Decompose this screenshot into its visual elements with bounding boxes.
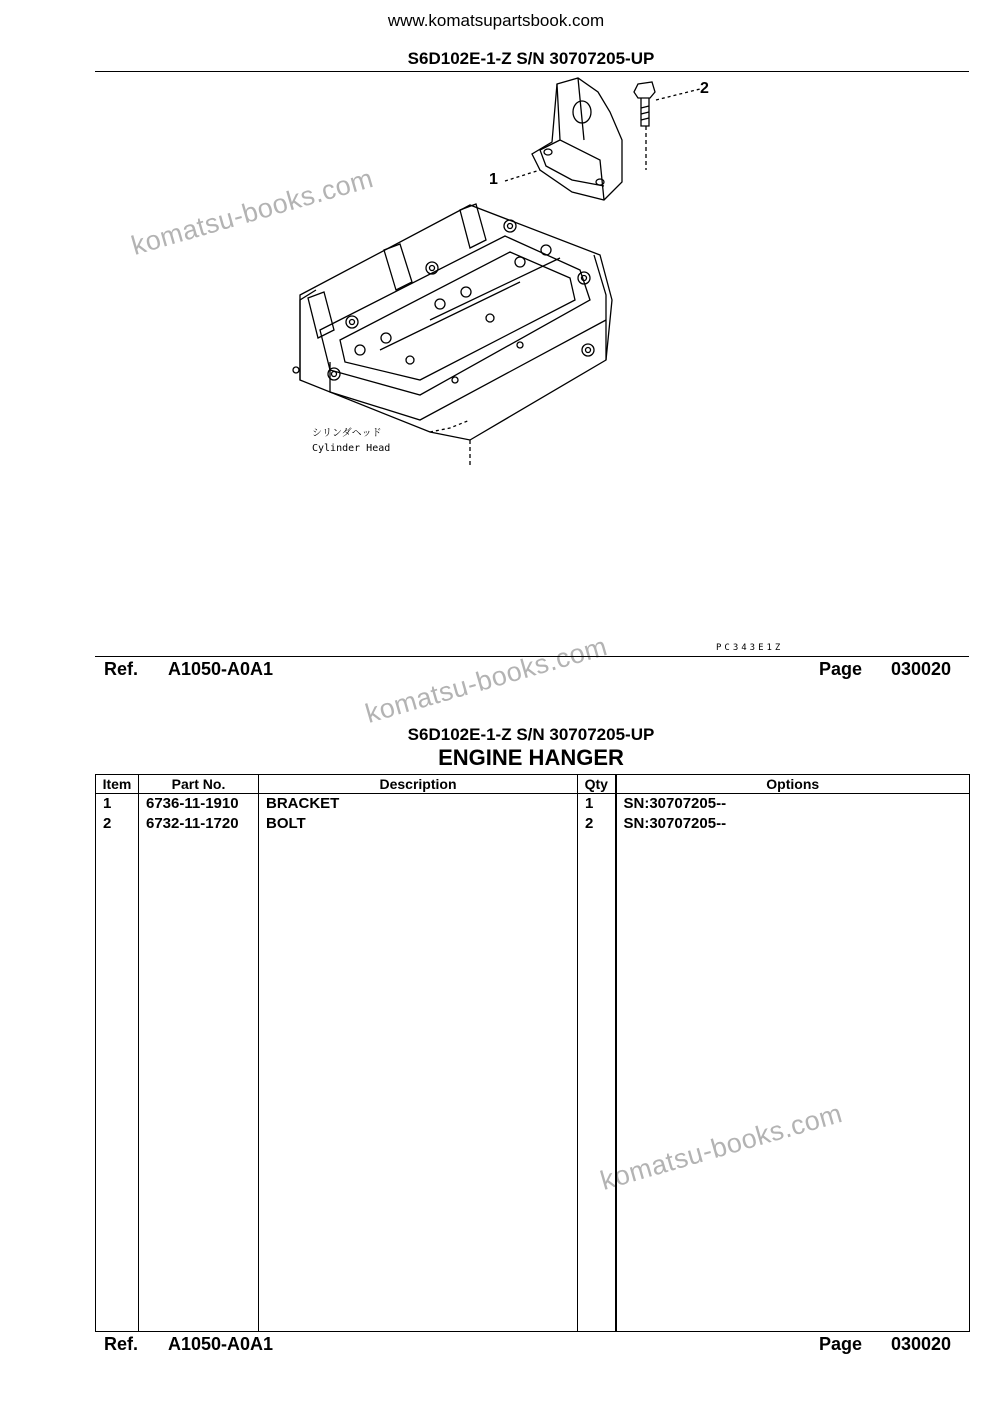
description-cell: BRACKET: [259, 794, 578, 815]
table-row: [96, 794, 970, 815]
site-url: www.komatsupartsbook.com: [387, 11, 605, 30]
ref-label: Ref.: [104, 659, 139, 679]
table-header-row: [96, 775, 970, 794]
header-part-no: Part No.: [139, 775, 259, 794]
callout-1: 1: [489, 171, 498, 188]
header-qty: Qty: [578, 775, 616, 794]
page-number: 030020: [891, 1334, 952, 1354]
bracket-drawing: [532, 78, 622, 200]
header-description: Description: [259, 775, 578, 794]
qty-cell: 1: [578, 794, 616, 815]
watermark: komatsu-books.com: [597, 1098, 846, 1196]
bolt-drawing: [634, 82, 655, 170]
header-options: Options: [616, 775, 970, 794]
description-cell: BOLT: [259, 814, 578, 834]
section-title: ENGINE HANGER: [438, 745, 624, 770]
drawing-code: PC343E1Z: [716, 643, 784, 653]
cylinder-head-label-jp: シリンダヘッド: [312, 428, 382, 439]
table-filler-row: [96, 834, 970, 1332]
model-title: S6D102E-1-Z S/N 30707205-UP: [407, 725, 655, 744]
part-no-cell: 6732-11-1720: [139, 814, 259, 834]
ref-value: A1050-A0A1: [168, 659, 274, 679]
cylinder-head-label: Cylinder Head: [312, 443, 391, 454]
qty-cell: 2: [578, 814, 616, 834]
model-title: S6D102E-1-Z S/N 30707205-UP: [407, 49, 655, 68]
parts-table: [95, 774, 970, 1332]
item-cell: 1: [96, 794, 139, 815]
item-cell: 2: [96, 814, 139, 834]
ref-value: A1050-A0A1: [168, 1334, 274, 1354]
page-number: 030020: [891, 659, 952, 679]
watermark: komatsu-books.com: [362, 631, 611, 729]
callout-2: 2: [700, 80, 709, 97]
exploded-parts-drawing: [260, 75, 820, 665]
header-item: Item: [96, 775, 139, 794]
ref-label: Ref.: [104, 1334, 139, 1354]
illustration-divider: [95, 656, 969, 657]
part-no-cell: 6736-11-1910: [139, 794, 259, 815]
table-row: [96, 814, 970, 834]
options-cell: SN:30707205--: [616, 814, 970, 834]
top-divider: [95, 71, 969, 72]
watermark: komatsu-books.com: [128, 163, 377, 261]
options-cell: SN:30707205--: [616, 794, 970, 815]
page-label: Page: [819, 1334, 863, 1354]
page-label: Page: [819, 659, 863, 679]
